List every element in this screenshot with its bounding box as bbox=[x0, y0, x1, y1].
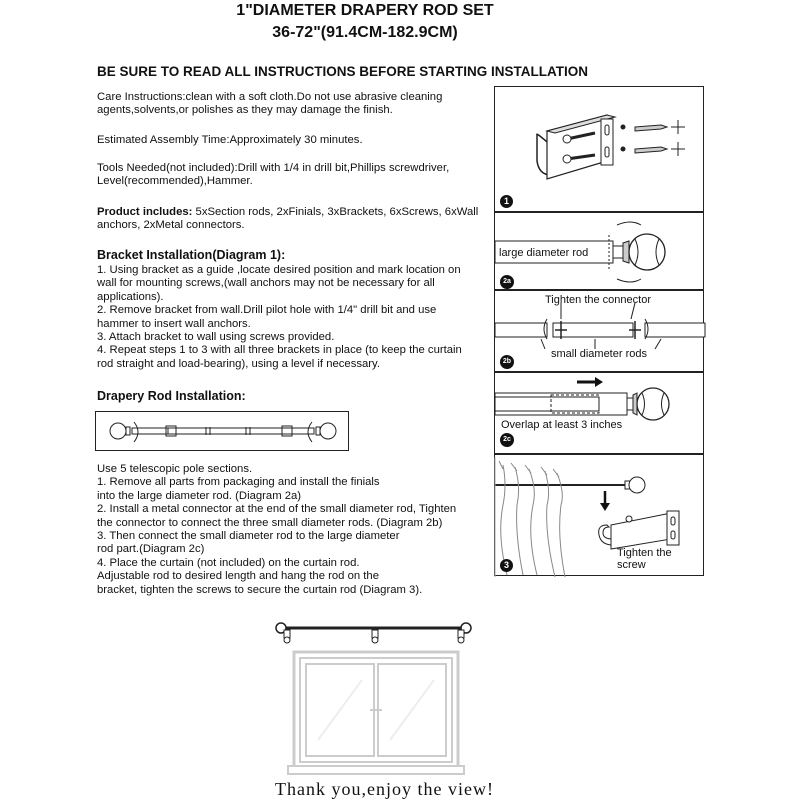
drapery-installation-heading: Drapery Rod Installation: bbox=[97, 389, 246, 403]
care-line: agents,solvents,or polishes as they may damage the finish. bbox=[97, 104, 393, 117]
page-title: 1"DIAMETER DRAPERY ROD SET bbox=[236, 2, 494, 19]
step-line: bracket, tighten the screws to secure the curtain rod (Diagram 3). bbox=[97, 583, 423, 596]
step-line: 2. Remove bracket from wall.Drill pilot hole with 1/4" drill bit and use bbox=[97, 304, 437, 317]
product-includes-label: Product includes: bbox=[97, 206, 193, 218]
step-line: 4. Repeat steps 1 to 3 with all three brackets in place (to keep the curtain bbox=[97, 344, 462, 357]
diagram-2a-badge bbox=[500, 275, 514, 289]
diagram-2c-number: 2c bbox=[503, 436, 511, 443]
diagram-2c-panel bbox=[494, 372, 704, 454]
page-subtitle: 36-72"(91.4CM-182.9CM) bbox=[272, 24, 458, 41]
step-line: Use 5 telescopic pole sections. bbox=[97, 463, 253, 475]
diagram-1-number: 1 bbox=[503, 196, 509, 206]
thank-you-message: Thank you,enjoy the view! bbox=[275, 779, 494, 799]
care-instructions bbox=[97, 91, 442, 118]
rod-overview-diagram bbox=[95, 411, 349, 451]
diagram-2b-badge bbox=[500, 355, 514, 369]
product-line bbox=[97, 206, 478, 219]
step-line: rod part.(Diagram 2c) bbox=[97, 543, 205, 556]
product-line: anchors, 2xMetal connectors. bbox=[97, 219, 245, 232]
overlap-rods-drawing bbox=[495, 373, 705, 455]
tools-line: Tools Needed(not included):Drill with 1/4 in drill bit,Phillips screwdriver, bbox=[97, 162, 450, 174]
step-line: Adjustable rod to desired length and hang the rod on the bbox=[97, 570, 380, 583]
window-with-rod-illustration bbox=[0, 600, 800, 800]
product-includes-text: 5xSection rods, 2xFinials, 3xBrackets, 6xScrews, 6xWall bbox=[192, 206, 479, 218]
diagram-3-badge bbox=[500, 559, 513, 572]
diagram-2b-panel bbox=[494, 290, 704, 372]
care-line: Care Instructions:clean with a soft cloth.Do not use abrasive cleaning bbox=[97, 91, 443, 103]
step-line: hammer to insert wall anchors. bbox=[97, 317, 251, 330]
bracket-wall-anchor-drawing bbox=[495, 87, 705, 213]
step-line: 2. Install a metal connector at the end of the small diameter rod, Tighten bbox=[97, 503, 457, 516]
diagram-1-panel bbox=[494, 86, 704, 212]
step-line: applications). bbox=[97, 290, 164, 303]
step-line: the connector to connect the three small diameter rods. (Diagram 2b) bbox=[97, 516, 443, 529]
step-line: 3. Then connect the small diameter rod to the large diameter bbox=[97, 530, 400, 543]
tools-line: Level(recommended),Hammer. bbox=[97, 175, 253, 188]
rod-overview-drawing bbox=[96, 412, 350, 452]
diagram-2c-badge bbox=[500, 433, 514, 447]
diagram-2b-number: 2b bbox=[502, 358, 512, 365]
diagram-2c-caption: Overlap at least 3 inches bbox=[501, 419, 623, 431]
step-line: wall for mounting screws,(wall anchors may not be necessary for all bbox=[97, 277, 435, 290]
notice-heading: BE SURE TO READ ALL INSTRUCTIONS BEFORE STARTING INSTALLATION bbox=[97, 64, 589, 79]
product-includes bbox=[97, 206, 478, 233]
step-line: 3. Attach bracket to wall using screws provided. bbox=[97, 331, 335, 344]
assembly-time: Estimated Assembly Time:Approximately 30 minutes. bbox=[97, 134, 363, 146]
diagram-2b-bottom-caption: small diameter rods bbox=[551, 348, 647, 360]
diagram-1-badge bbox=[500, 195, 513, 208]
step-line: rod straight and load-bearing), using a level if necessary. bbox=[97, 357, 380, 370]
diagram-2a-number: 2a bbox=[503, 278, 511, 285]
diagram-2a-caption: large diameter rod bbox=[499, 247, 589, 259]
diagram-2a-panel bbox=[494, 212, 704, 290]
bracket-installation-heading: Bracket Installation(Diagram 1): bbox=[97, 248, 286, 262]
drapery-installation-steps bbox=[97, 463, 456, 597]
diagram-3-number: 3 bbox=[503, 560, 509, 570]
step-line: into the large diameter rod. (Diagram 2a) bbox=[97, 489, 302, 502]
step-line: 4. Place the curtain (not included) on the curtain rod. bbox=[97, 556, 360, 569]
step-line: 1. Remove all parts from packaging and install the finials bbox=[97, 476, 380, 489]
tools-needed bbox=[97, 162, 449, 189]
step-line: 1. Using bracket as a guide ,locate desired position and mark location on bbox=[97, 264, 461, 276]
diagram-2b-top-caption: Tighten the connector bbox=[545, 294, 651, 306]
diagram-3-caption: Tighten the screw bbox=[617, 547, 672, 571]
diagram-3-panel bbox=[494, 454, 704, 576]
bracket-installation-steps bbox=[97, 264, 462, 371]
